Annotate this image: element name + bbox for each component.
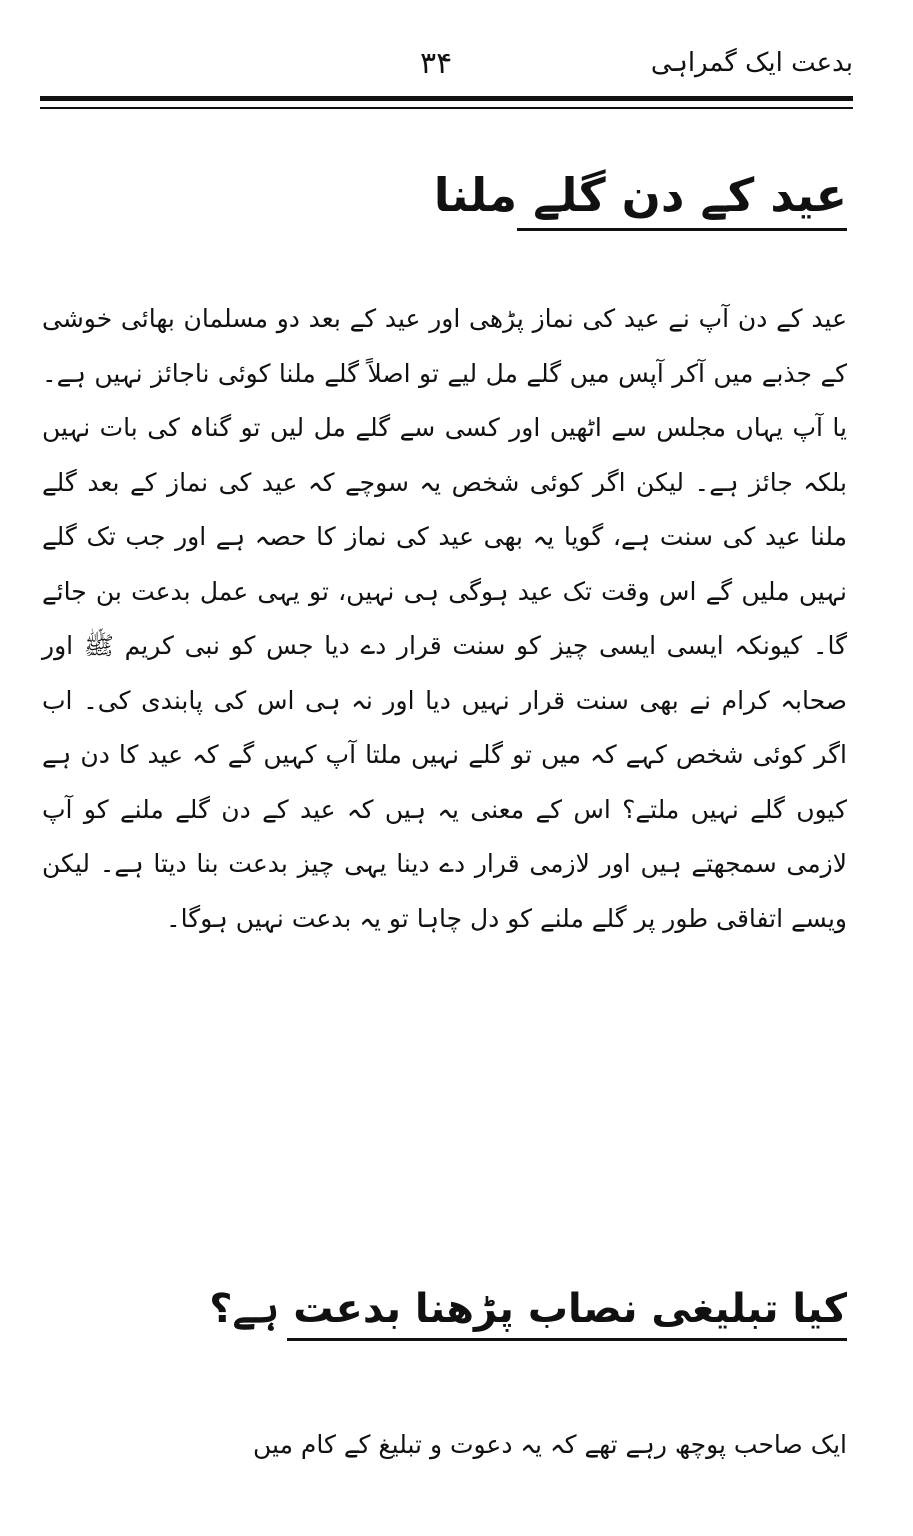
header-rule-thin xyxy=(40,107,853,109)
running-title: بدعت ایک گمراہی xyxy=(650,48,853,78)
header-rule-thick xyxy=(40,96,853,101)
section-body-tablighi-nisab: ایک صاحب پوچھ رہے تھے کہ یہ دعوت و تبلیغ کے کام میں xyxy=(253,1430,847,1459)
section-heading-tablighi-nisab: کیا تبلیغی نصاب پڑھنا بدعت ہے؟ xyxy=(287,1286,847,1341)
section-heading-eid-hug: عید کے دن گلے ملنا xyxy=(517,168,847,231)
section-body-eid-hug: عید کے دن آپ نے عید کی نماز پڑھی اور عید کے بعد دو مسلمان بھائی خوشی کے جذبے میں آکر آپس میں گلے مل لیے تو اصلاً گلے ملنا کوئی ناجائز نہیں ہے۔ یا آپ یہاں مجلس سے اٹھیں اور کسی سے گلے مل لیں تو گناہ کی بات نہیں بلکہ جائز ہے۔ لیکن اگر کوئی شخص یہ سوچے کہ عید کی نماز کے بعد گلے ملنا عید کی سنت ہے، گویا یہ بھی عید کی نماز کا حصہ ہے اور جب تک گلے نہیں ملیں گے اس وقت تک عید ہوگی ہی نہیں، تو یہی عمل بدعت بن جائے گا۔ کیونکہ ایسی ایسی چیز کو سنت قرار دے دیا جس کو نبی کریم ﷺ اور صحابہ کرام نے بھی سنت قرار نہیں دیا اور نہ ہی اس کی پابندی کی۔ اب اگر کوئی شخص کہے کہ میں تو گلے نہیں ملتا آپ کہیں گے کہ عید کا دن ہے کیوں گلے نہیں ملتے؟ اس کے معنی یہ ہیں کہ عید کے دن گلے ملنے کو آپ لازمی سمجھتے ہیں اور لازمی قرار دے دینا یہی چیز بدعت بنا دیتا ہے۔ لیکن ویسے اتفاقی طور پر گلے ملنے کو دل چاہا تو یہ بدعت نہیں ہوگا۔ xyxy=(42,304,847,933)
page-header xyxy=(40,40,853,90)
page-number: ۳۴ xyxy=(420,46,453,81)
